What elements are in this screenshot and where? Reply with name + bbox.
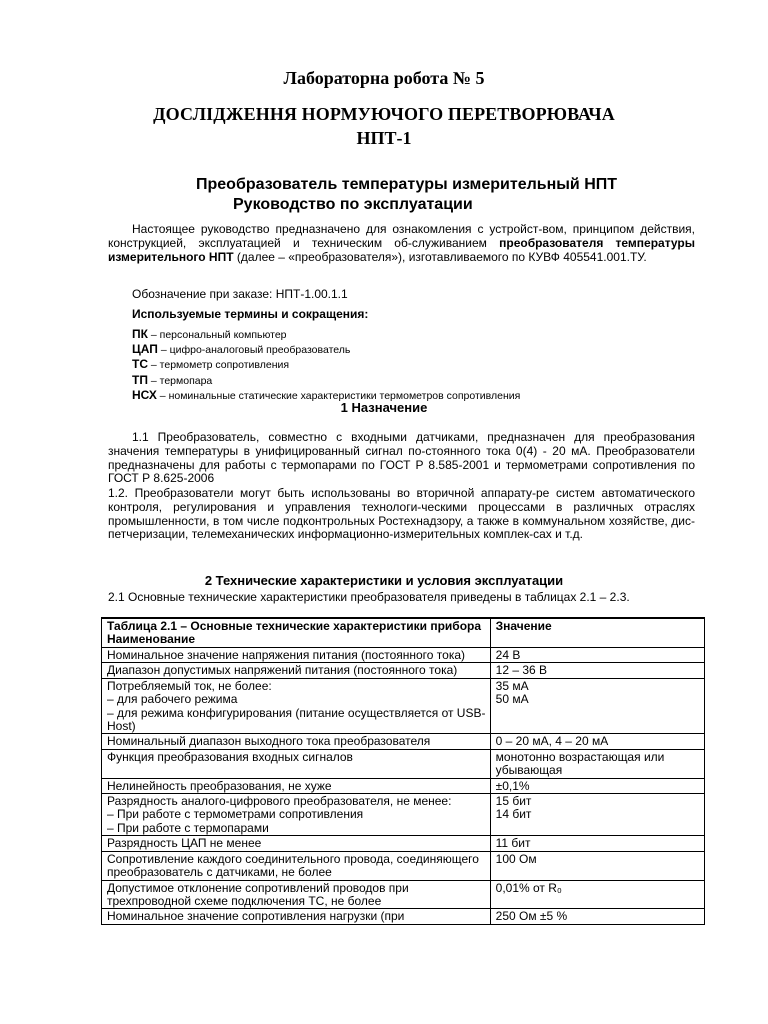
term-item (132, 342, 520, 357)
term-def: – термопара (147, 374, 213, 387)
table-cell-name: Нелинейность преобразования, не хуже (102, 778, 491, 793)
table-header-value: Значение (490, 618, 704, 648)
manual-subtitle: Руководство по эксплуатации (233, 196, 473, 213)
term-abbr: ПК (132, 327, 148, 341)
table-cell-value: 24 В (490, 648, 704, 663)
term-def: – цифро-аналоговый преобразователь (157, 344, 351, 357)
table-cell-name: Номинальный диапазон выходного тока преобразователя (102, 734, 491, 749)
table-cell-value: 35 мА 50 мА (490, 678, 704, 734)
section-1-paragraph-1 (108, 431, 695, 486)
order-designation: Обозначение при заказе: НПТ-1.00.1.1 (132, 287, 348, 301)
table-row (102, 880, 705, 909)
term-abbr: ТС (132, 357, 148, 372)
term-item (132, 327, 520, 342)
table-cell-value: 250 Ом ±5 % (490, 909, 704, 924)
table-row (102, 734, 705, 749)
lab-topic-line-2: НПТ-1 (356, 128, 412, 148)
table-cell-name: Разрядность ЦАП не менее (102, 836, 491, 851)
section-2-intro: 2.1 Основные технические характеристики преобразователя приведены в таблицах 2.1 – 2.3. (108, 590, 630, 604)
table-cell-value: 100 Ом (490, 851, 704, 880)
table-cell-value: 0,01% от R₀ (490, 880, 704, 909)
intro-text-2: (далее – «преобразователя»), изготавливаемого по КУВФ 405541.001.ТУ. (233, 249, 647, 264)
table-row (102, 794, 705, 836)
intro-text-1: Настоящее руководство предназначено для ознакомления с устройст-вом, принципом действия, конструкцией, эксплуатацией и техническим об-служиванием (108, 222, 695, 250)
manual-title: Преобразователь температуры измерительный НПТ (196, 176, 618, 193)
term-def: – номинальные статические характеристики термометров сопротивления (156, 389, 521, 402)
term-abbr: ЦАП (132, 342, 158, 357)
table-cell-name: Диапазон допустимых напряжений питания (постоянного тока) (102, 663, 491, 678)
table-row (102, 836, 705, 851)
table-cell-value: 0 – 20 мА, 4 – 20 мА (490, 734, 704, 749)
table-row (102, 749, 705, 778)
lab-topic-line-1: ДОСЛІДЖЕННЯ НОРМУЮЧОГО ПЕРЕТВОРЮВАЧА (153, 104, 615, 124)
intro-bold: преобразователя температуры измерительного НПТ (108, 235, 695, 264)
term-abbr: ТП (132, 372, 148, 387)
table-cell-name: Номинальное значение напряжения питания (постоянного тока) (102, 648, 491, 663)
table-cell-name: Сопротивление каждого соединительного провода, соединяющего преобразователь с датчиками, не более (102, 851, 491, 880)
table-header-row (102, 618, 705, 648)
table-row (102, 663, 705, 678)
terms-heading: Используемые термины и сокращения: (132, 307, 369, 321)
intro-paragraph (108, 223, 695, 264)
table-cell-name: Разрядность аналого-цифрового преобразователя, не менее: – При работе с термометрами сопротивления – При работе с термопарами (102, 794, 491, 836)
section-1-title: 1 Назначение (340, 400, 428, 415)
term-item (132, 373, 520, 388)
term-abbr: НСХ (132, 387, 157, 402)
table-row (102, 648, 705, 663)
table-cell-value: 11 бит (490, 836, 704, 851)
term-def: – термометр сопротивления (148, 359, 290, 372)
table-cell-name: Допустимое отклонение сопротивлений проводов при трехпроводной схеме подключения ТС, не более (102, 880, 491, 909)
table-cell-value: ±0,1% (490, 778, 704, 793)
table-row (102, 778, 705, 793)
table-cell-name: Номинальное значение сопротивления нагрузки (при (102, 909, 491, 924)
lab-title: Лабораторна робота № 5 (283, 68, 485, 88)
section-1-paragraph-2: 1.2. Преобразователи могут быть использованы во вторичной аппарату-ре систем автоматического контроля, регулирования и управления технологи-ческими процессами в различных отраслях промышленности, в том числе подконтрольных Ростехнадзору, а также в коммунальном хозяйстве, дис-петчеризации, телемеханических информационно-измерительных комплек-сах и т.д. (108, 486, 695, 542)
table-row (102, 678, 705, 734)
specs-table (101, 617, 705, 925)
table-cell-value: 12 – 36 В (490, 663, 704, 678)
term-def: – персональный компьютер (147, 329, 287, 341)
table-cell-name: Потребляемый ток, не более: – для рабочего режима – для режима конфигурирования (питание осуществляется от USB-Host) (102, 678, 491, 734)
table-row (102, 851, 705, 880)
section-1-paragraph-1-text: 1.1 Преобразователь, совместно с входными датчиками, предназначен для преобразования значения температуры в унифицированный сигнал по-стоянного тока 0(4) - 20 мА. Преобразователи предназначены для работы с термопарами по ГОСТ Р 8.585-2001 и термометрами сопротивления по ГОСТ Р 8.625-2006 (108, 430, 695, 486)
table-cell-value: монотонно возрастающая или убывающая (490, 749, 704, 778)
table-cell-value: 15 бит 14 бит (490, 794, 704, 836)
table-cell-name: Функция преобразования входных сигналов (102, 749, 491, 778)
table-row (102, 909, 705, 924)
table-header-name: Таблица 2.1 – Основные технические характеристики прибора Наименование (102, 618, 491, 648)
section-2-title: 2 Технические характеристики и условия эксплуатации (204, 573, 564, 588)
terms-list (132, 327, 520, 403)
term-item (132, 357, 520, 372)
